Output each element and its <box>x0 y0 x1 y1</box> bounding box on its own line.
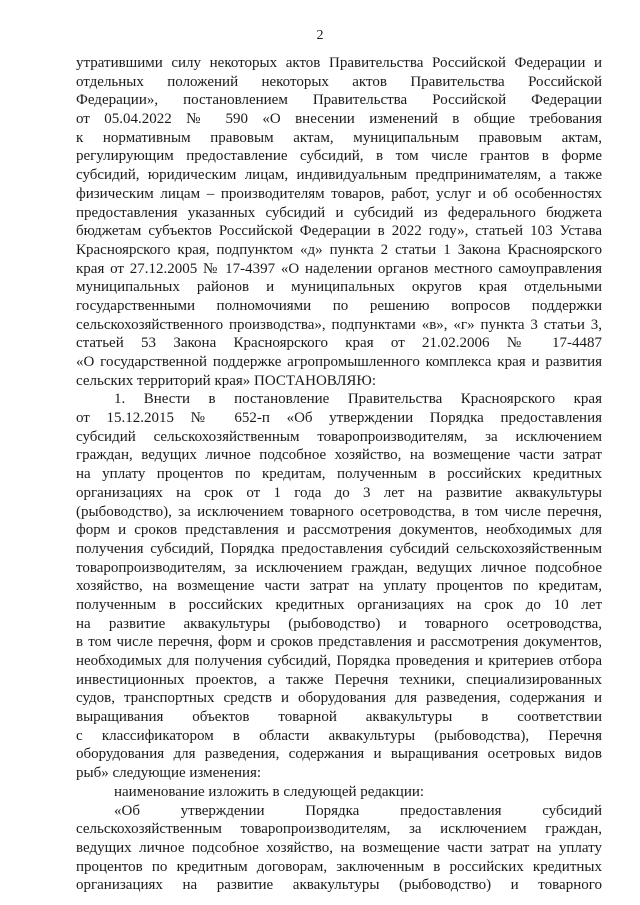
text-line: муниципальных районов и муниципальных округов края отдельными <box>76 279 602 296</box>
text-line: сельских территорий края» ПОСТАНОВЛЯЮ: <box>76 372 377 389</box>
text-line: статьей 53 Закона Красноярского края от 21.02.2006 № 17-4487 <box>76 335 602 352</box>
text-line: «Об утверждении Порядка предоставления субсидий <box>114 802 602 819</box>
text-line: государственными полномочиями по решению вопросов поддержки <box>76 297 602 314</box>
text-line: субсидий сельскохозяйственным товаропроизводителям, за исключением <box>76 428 602 445</box>
text-line: на уплату процентов по кредитам, полученным в российских кредитных <box>76 466 602 483</box>
text-line: физическим лицам – производителям товаров, работ, услуг и об особенностях <box>76 185 602 202</box>
text-line: наименование изложить в следующей редакции: <box>114 783 425 800</box>
text-line: граждан, ведущих личное подсобное хозяйство, на возмещение части затрат <box>76 447 602 464</box>
text-line: Красноярского края, подпунктом «д» пункта 2 статьи 1 Закона Красноярского <box>76 241 602 258</box>
text-line: процентов по кредитным договорам, заключенным в российских кредитных <box>76 858 602 875</box>
text-line: хозяйство, на возмещение части затрат на уплату процентов по кредитам, <box>76 578 602 595</box>
text-line: форм и сроков представления и рассмотрения документов, необходимых для <box>76 522 602 539</box>
text-line: организациях на срок от 1 года до 3 лет на развитие аквакультуры <box>76 484 602 501</box>
text-line: организациях на развитие аквакультуры (рыбоводство) и товарного <box>76 877 602 894</box>
text-line: (рыбоводство), за исключением товарного осетроводства, в том числе перечня, <box>76 503 602 520</box>
text-line: с классификатором в области аквакультуры (рыбоводства), Перечня <box>76 727 602 744</box>
text-line: в том числе перечня, форм и сроков представления и рассмотрения документов, <box>76 634 602 651</box>
text-line: рыб» следующие изменения: <box>76 765 262 782</box>
text-line: к нормативным правовым актам, муниципальным правовым актам, <box>76 129 602 146</box>
text-line: регулирующим предоставление субсидий, в том числе грантов в форме <box>76 148 602 165</box>
text-line: края от 27.12.2005 № 17-4397 «О наделении органов местного самоуправления <box>76 260 602 277</box>
text-line: от 15.12.2015 № 652-п «Об утверждении Порядка предоставления <box>76 410 602 427</box>
text-line: оборудования для разведения, содержания и выращивания осетровых видов <box>76 746 602 763</box>
text-line: бюджетам субъектов Российской Федерации в 2022 году», статьей 103 Устава <box>76 223 602 240</box>
text-line: отдельных положений некоторых актов Правительства Российской <box>76 73 602 90</box>
page-number: 2 <box>316 28 324 43</box>
text-line: необходимых для получения субсидий, Порядка проведения и критериев отбора <box>76 653 602 669</box>
text-line: утратившими силу некоторых актов Правительства Российской Федерации и <box>76 55 602 71</box>
text-line: субсидий, юридическим лицам, индивидуальным предпринимателям, а также <box>76 167 602 184</box>
text-line: предоставления указанных субсидий и субсидий из федерального бюджета <box>76 204 602 221</box>
text-line: получения субсидий, Порядка предоставления субсидий сельскохозяйственным <box>76 540 602 557</box>
text-line: полученным в российских кредитных организациях на срок до 10 лет <box>76 596 602 613</box>
text-line: сельскохозяйственным товаропроизводителям, за исключением граждан, <box>76 821 602 838</box>
text-line: ведущих личное подсобное хозяйство, на возмещение части затрат на уплату <box>76 839 602 856</box>
text-line: Федерации», постановлением Правительства Российской Федерации <box>76 92 602 109</box>
text-line: инвестиционных проектов, а также Перечня техники, специализированных <box>76 671 602 688</box>
text-line: от 05.04.2022 № 590 «О внесении изменений в общие требования <box>76 111 602 128</box>
text-line: выращивания объектов товарной аквакультуры в соответствии <box>76 709 602 726</box>
text-line: сельскохозяйственного производства», подпунктами «в», «г» пункта 3 статьи 3, <box>76 316 602 333</box>
text-line: товаропроизводителям, за исключением граждан, ведущих личное подсобное <box>76 559 602 576</box>
text-line: судов, транспортных средств и оборудования для разведения, содержания и <box>76 690 602 707</box>
body-text <box>76 54 602 895</box>
text-line: 1. Внести в постановление Правительства Красноярского края <box>114 391 602 408</box>
text-line: на развитие аквакультуры (рыбоводство) и товарного осетроводства, <box>76 615 602 632</box>
text-line: «О государственной поддержке агропромышленного комплекса края и развития <box>76 354 602 370</box>
